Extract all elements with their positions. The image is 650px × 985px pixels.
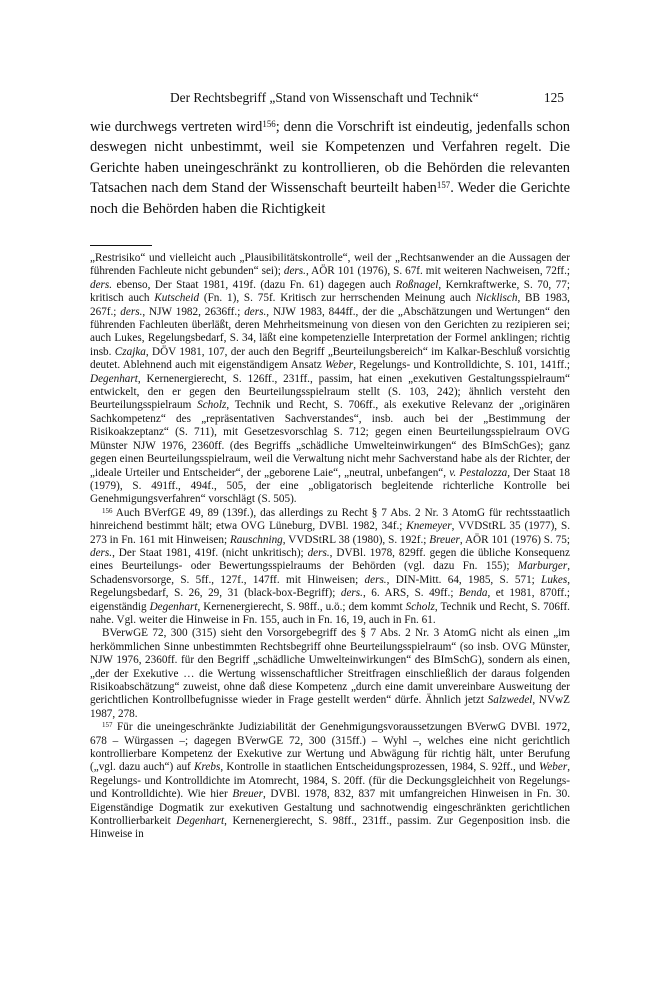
footnote-continued: „Restrisiko“ und vielleicht auch „Plausibilitätskontrolle“, weil der „Rechtsanwender an die Aussagen der führenden Fachleute nicht gebunden“ sei); ders., AÖR 101 (1976), S. 67f. mit weiteren Nachweisen, 72ff.; ders. ebenso, Der Staat 1981, 419f. (dazu Fn. 61) dagegen auch Roßnagel, Kernkraftwerke, S. 70, 77; kritisch auch Kutscheid (Fn. 1), S. 75f. Kritisch zur herrschenden Meinung auch Nicklisch, BB 1983, 267f.; ders., NJW 1982, 2636ff.; ders., NJW 1983, 844ff., der die „Abschätzungen und Wertungen“ den führenden Fachleuten überläßt, deren Mehrheitsmeinung von diesen von den Gerichten zu rezipieren sei; auch Lukes, Regelungsbedarf, S. 34, läßt eine kompetenzielle Interpretation der Formel anklingen; richtig insb. Czajka, DÖV 1981, 107, der auch den Begriff „Beurteilungsbereich“ im Kalkar-Beschluß vorsichtig deutet. Ablehnend auch mit eigenständigem Ansatz Weber, Regelungs- und Kontrolldichte, S. 101, 141ff.; Degenhart, Kernenergierecht, S. 126ff., 231ff., passim, hat einen „exekutiven Gestaltungsspielraum“ entwickelt, den er gegen den Beurteilungsspielraum stellt (S. 103, 242); ähnlich versteht den Beurteilungsspielraum Scholz, Technik und Recht, S. 706ff., als exekutive Relevanz der „originären Sachkompetenz“ des „repräsentativen Sachverstandes“, insb. auch bei der „Bestimmung der Risikoakzeptanz“ (S. 711), mit Gesetzesvorschlag S. 712; gegen einen Beurteilungsspielraum OVG Münster NJW 1976, 2360ff. (des Begriffs „schädliche Umwelteinwirkungen“ des BImSchGes); ganz gegen einen Beurteilungsspielraum, weil die Verwaltung nicht mehr Sachverstand habe als der Richter, der „ideale Urteiler und Entscheider“, der „geborene Laie“, „neutral, unbefangen“, v. Pestalozza, Der Staat 18 (1979), S. 491ff., 494f., 505, der eine „obligatorisch begleitende richterliche Kontrolle bei Genehmigungsverfahren“ vorschlägt (S. 505). [90,252,571,506]
footnote-separator [90,245,152,246]
main-text-part: wie durchwegs vertreten wird [90,119,263,135]
footnote-157: $^{157}$ Für die uneingeschränkte Judiziabilität der Genehmigungsvoraussetzungen BVerwG DVBl. 1972, 678 – Würgassen –; dagegen BVerwGE 72, 300 (315ff.) – Wyhl –, welches eine nicht gerichtlich kontrollierbare Kompetenz der Exekutive zur Wertung und Abwägung für richtig hält, unter Berufung („vgl. dazu auch“) auf Krebs, Kontrolle in staatlichen Entscheidungsprozessen, 1984, S. 92ff., und Weber, Regelungs- und Kontrolldichte im Atomrecht, 1984, S. 20ff. (für die Deckungsgleichheit von Regelungs- und Kontrolldichte). Wie hier Breuer, DVBl. 1978, 832, 837 mit umfangreichen Hinweisen in Fn. 30. Eigenständige Dogmatik zur exekutiven Gestaltung und sachnotwendig eingeschränkten gerichtlichen Kontrollierbarkeit Degenhart, Kernenergierecht, S. 98ff., 231ff., passim. Zur Gegenposition insb. die Hinweise in [90,721,571,841]
page-number: 125 [543,90,564,105]
footnote-number-157: 157 [102,721,113,730]
footnote-ref-157: 157 [436,180,451,191]
footnotes [90,252,570,842]
main-text-part: ; denn die Vorschrift ist eindeutig, jedenfalls schon deswegen nicht unbestimmt, weil sie Kompetenzen und Verfahren regelt. Die Gerichte haben uneingeschränkt zu kontrollieren, ob die Behörden die relevanten Tatsachen nach dem Stand der Wissenschaft beurteilt haben [90,119,570,197]
footnote-156-paragraph-2: BVerwGE 72, 300 (315) sieht den Vorsorgebegriff des § 7 Abs. 2 Nr. 3 AtomG nicht als einen „im herkömmlichen Sinne unbestimmten Rechtsbegriff ohne Beurteilungsspielraum“ (so insb. OVG Münster, NJW 1976, 2360ff. für den Begriff „schädliche Umwelteinwirkungen“ des BImSchG), sondern als einen, „der der Exekutive … die Wertung wissenschaftlicher Streitfragen einschließlich der daraus folgenden Risikoabschätzung“ zuweist, ohne daß diese Kompetenz „durch eine damit unvereinbare Ausweitung der gerichtlichen Kontrollbefugnisse wieder in Frage gestellt werden“ dürfe. Ähnlich jetzt Salzwedel, NVwZ 1987, 278. [90,627,570,720]
main-text-part: . Weder die Gerichte noch die Behörden haben die Richtigkeit [90,180,570,217]
main-paragraph [90,117,570,219]
footnote-number-156: 156 [102,506,113,515]
page-header [90,88,572,108]
running-title: Der Rechtsbegriff „Stand von Wissenschaft und Technik“ [170,90,479,105]
main-text [90,117,570,219]
footnote-ref-156: 156 [262,118,276,129]
footnote-156: $^{156}$ Auch BVerfGE 49, 89 (139f.), das allerdings zu Recht § 7 Abs. 2 Nr. 3 AtomG für rechtsstaatlich hinreichend bestimmt hält; etwa OVG Lüneburg, DVBl. 1982, 34f.; Knemeyer, VVDStRL 35 (1977), S. 273 in Fn. 161 mit Hinweisen; Rauschning, VVDStRL 38 (1980), S. 192f.; Breuer, AÖR 101 (1976) S. 75; ders., Der Staat 1981, 419f. (nicht unkritisch); ders., DVBl. 1978, 829ff. gegen die übliche Konsequenz eines Beurteilungs- oder Bewertungsspielraums der Behörden (vgl. dazu Fn. 155); Marburger, Schadensvorsorge, S. 5ff., 127f., 147ff. mit Hinweisen; ders., DIN-Mitt. 64, 1985, S. 571; Lukes, Regelungsbedarf, S. 26, 29, 31 (black-box-Begriff); ders., 6. ARS, S. 49ff.; Benda, et 1981, 870ff.; eigenständig Degenhart, Kernenergierecht, S. 98ff., u.ö.; dem kommt Scholz, Technik und Recht, S. 706ff. nahe. Vgl. weiter die Hinweise in Fn. 155, auch in Fn. 16, 19, auch in Fn. 61. [90,506,571,626]
